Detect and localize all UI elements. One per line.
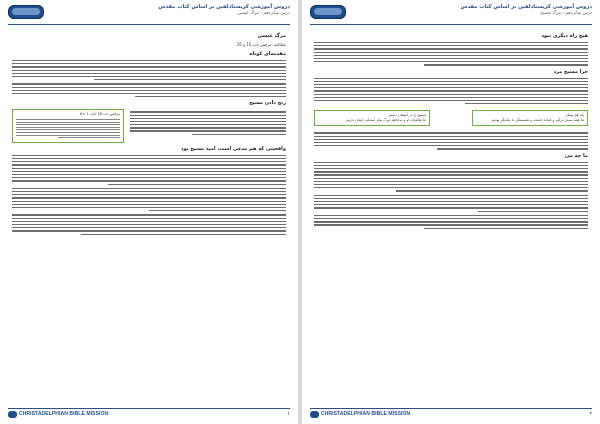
heading-no-other-way: هیچ راه دیگری نبود bbox=[541, 33, 588, 39]
header-title: دروس آموزشی کریستادلفین بر اساس کتاب مقدس bbox=[158, 4, 290, 10]
heading-intro: مقدمه‌ای کوتاه bbox=[249, 51, 286, 57]
header-rule bbox=[8, 24, 290, 25]
paragraph bbox=[130, 109, 286, 142]
page-number: ۱ bbox=[287, 411, 290, 417]
page-left bbox=[0, 0, 298, 424]
paragraph bbox=[12, 60, 286, 80]
page-right bbox=[302, 0, 600, 424]
page-footer bbox=[8, 408, 290, 420]
paragraph bbox=[314, 132, 588, 149]
paragraph bbox=[314, 195, 588, 212]
paragraph bbox=[314, 42, 588, 66]
callout-title: مسیح را در آسمان دیدیم bbox=[389, 113, 426, 118]
section-title: مرگ عیسی bbox=[257, 33, 286, 39]
footer-rule bbox=[310, 408, 592, 409]
paragraph bbox=[314, 78, 588, 105]
header-subtitle: درس شانزدهم - مرگ مسیح bbox=[540, 11, 592, 16]
heading-why-christ-died: چرا مسیح مرد bbox=[553, 68, 588, 75]
header-logo bbox=[310, 5, 346, 19]
page-number: ۲ bbox=[589, 411, 592, 417]
side-note-text: مرقس باب 16 آیات 1 تا 8 bbox=[79, 112, 120, 117]
paragraph bbox=[314, 162, 588, 192]
callout-box-covenant bbox=[472, 110, 588, 126]
heading-what-we: ما چه می bbox=[564, 152, 588, 159]
paragraph bbox=[314, 215, 588, 229]
reading-reference: مطالعه: مرقس باب 15 و 16 bbox=[236, 42, 286, 47]
side-note-box bbox=[12, 109, 124, 142]
callout-title: یک هم پیمان bbox=[565, 113, 584, 118]
paragraph bbox=[12, 83, 286, 97]
page-header bbox=[8, 4, 290, 24]
footer-logo bbox=[8, 411, 17, 418]
callout-box-heaven bbox=[314, 110, 430, 126]
heading-suffering: رنج دادن مسیح bbox=[249, 100, 286, 107]
page-body bbox=[314, 30, 588, 232]
header-logo bbox=[8, 5, 44, 19]
heading-hope: واقعیتی که هم مدعی است، امید مسیح بود bbox=[181, 145, 286, 152]
header-subtitle: درس شانزدهم - مرگ عیسی bbox=[237, 11, 290, 16]
paragraph bbox=[12, 155, 286, 185]
header-title: دروس آموزشی کریستادلفین بر اساس کتاب مقدس bbox=[460, 4, 592, 10]
footer-rule bbox=[8, 408, 290, 409]
footer-org-name: CHRISTADELPHIAN BIBLE MISSION bbox=[321, 411, 411, 417]
footer-logo bbox=[310, 411, 319, 418]
paragraph bbox=[12, 214, 286, 234]
page-body bbox=[12, 30, 286, 238]
page-footer bbox=[310, 408, 592, 420]
paragraph bbox=[12, 188, 286, 212]
header-rule bbox=[310, 24, 592, 25]
callout-text: ما همه بسیار درگیر و آماده خدمت و همبستگی با یکدیگر بودیم bbox=[491, 118, 584, 123]
footer-org-name: CHRISTADELPHIAN BIBLE MISSION bbox=[19, 411, 109, 417]
page-header bbox=[310, 4, 592, 24]
callout-text: ما شاهدان او و به‌خاطر مرگ پیام آسمانی ایمان داریم bbox=[346, 118, 426, 123]
